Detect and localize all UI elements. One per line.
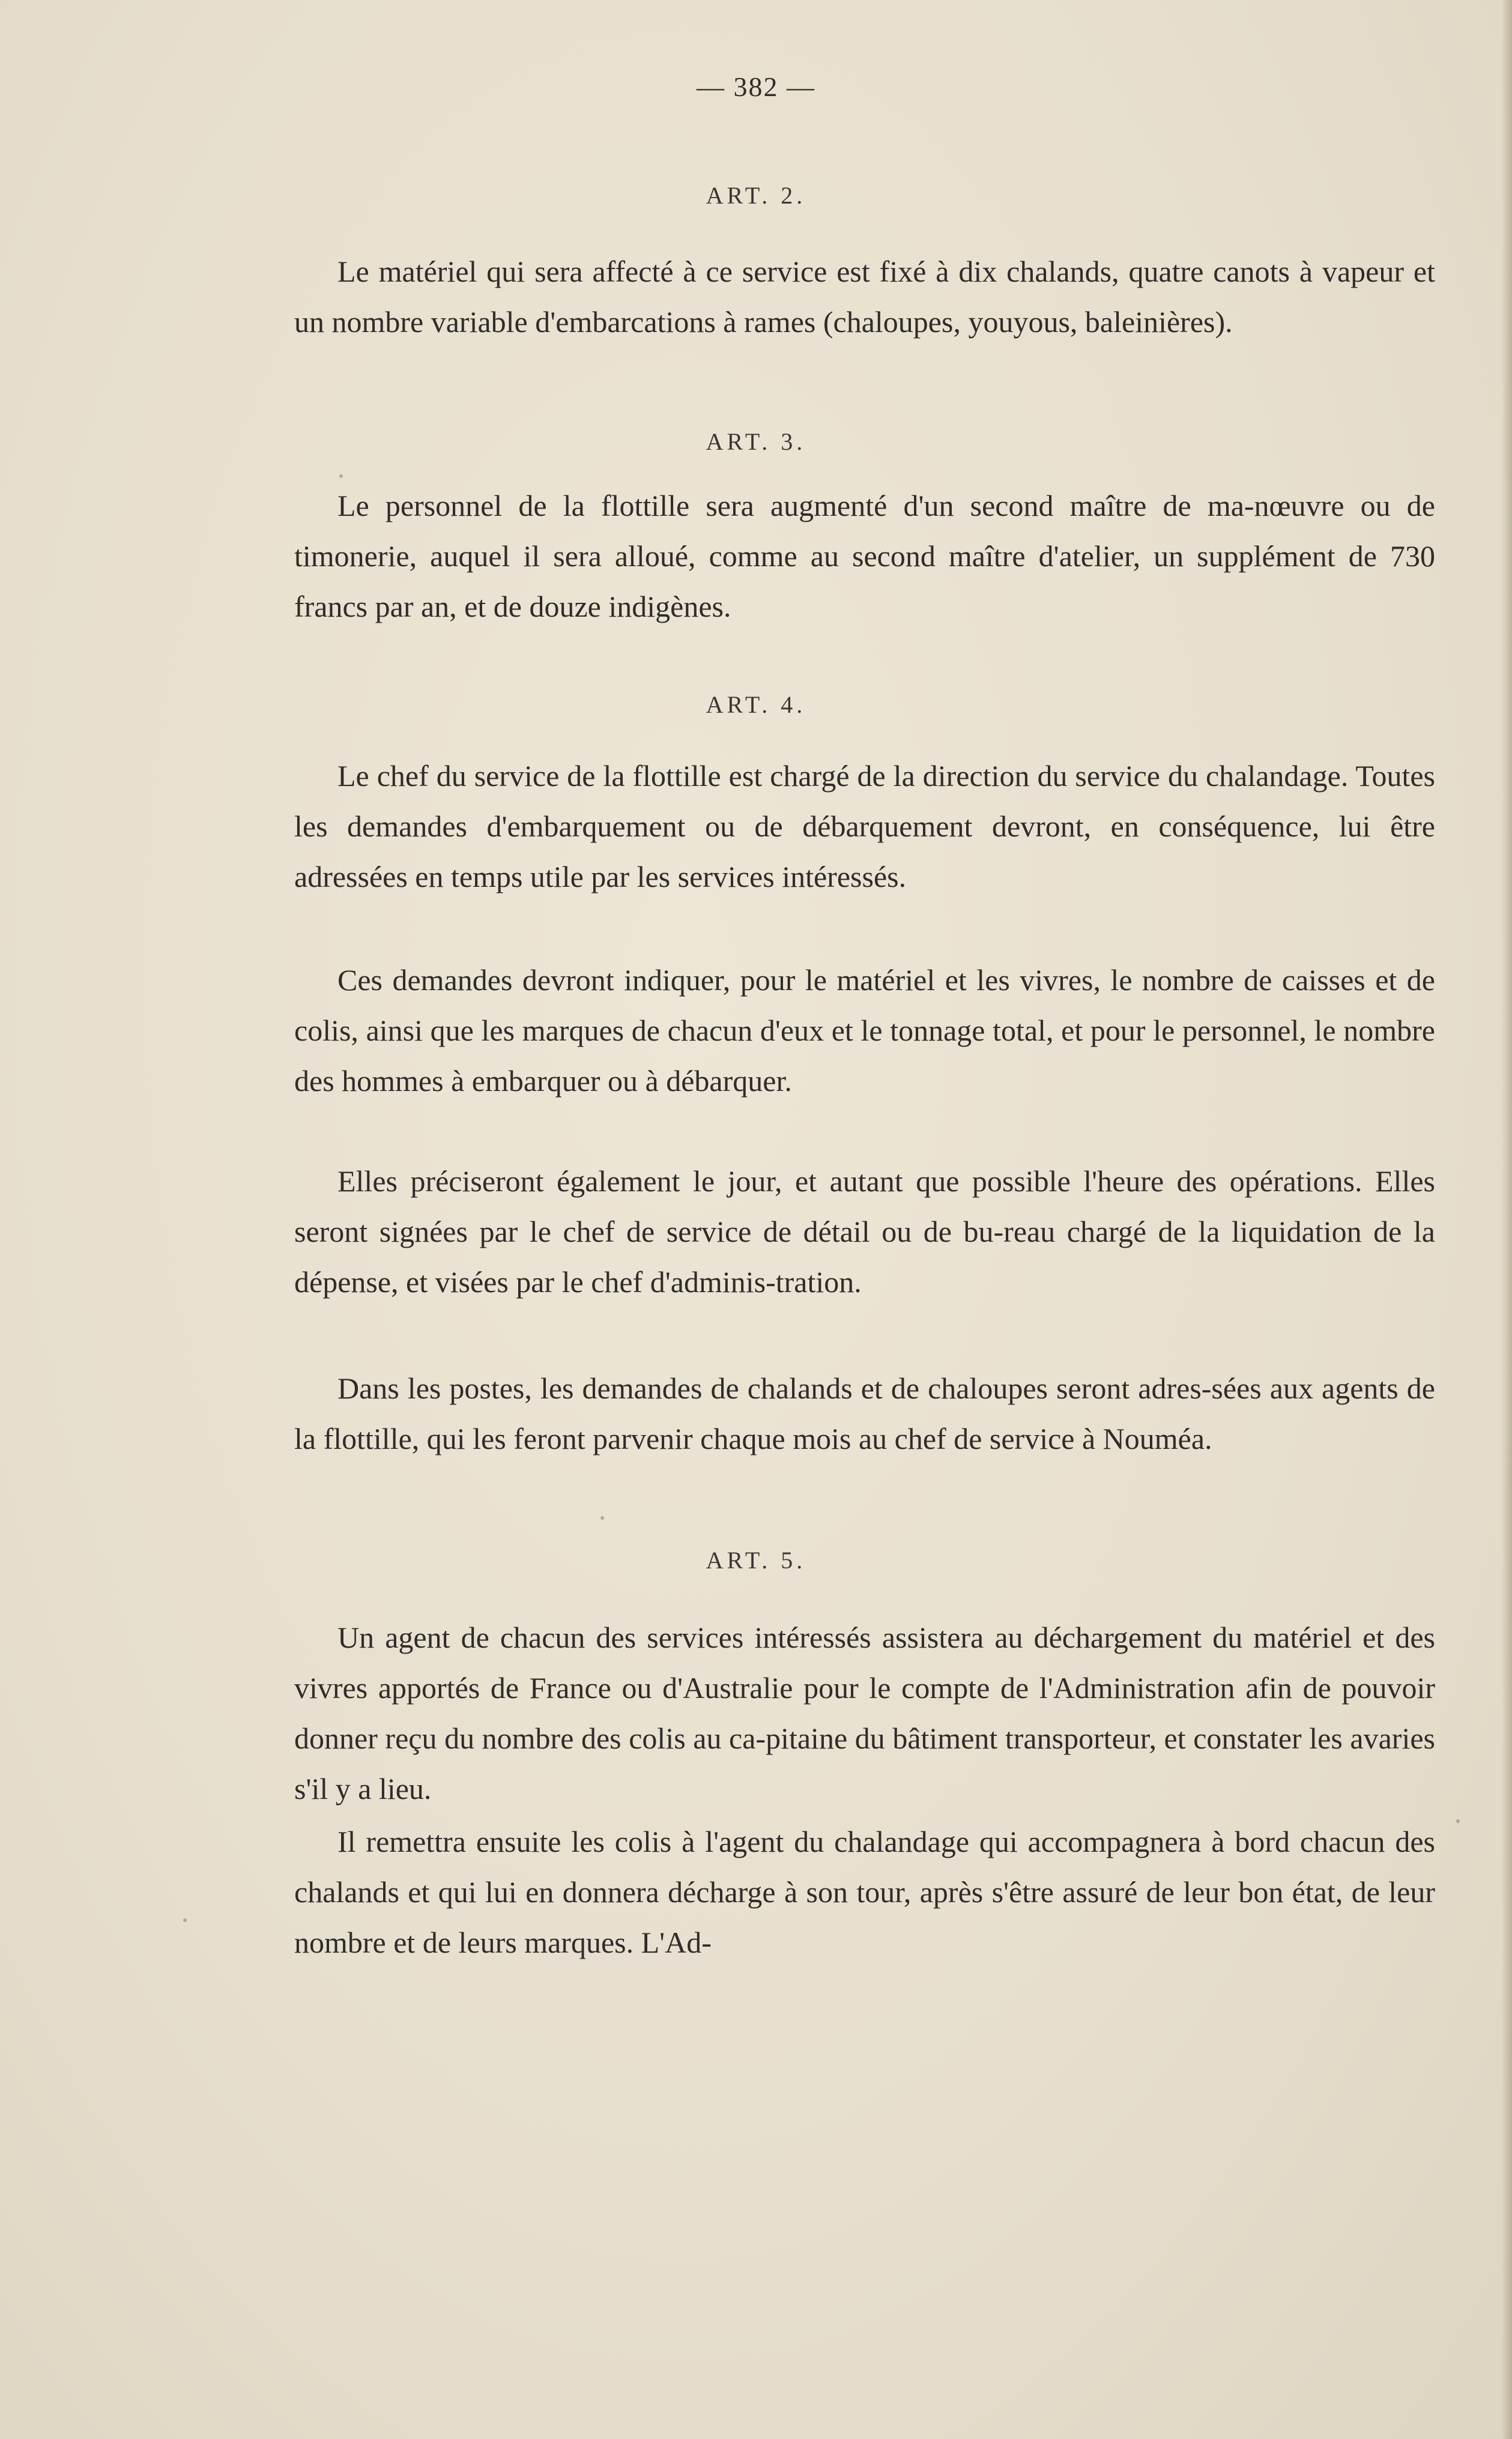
article-heading-4: ART. 4. [706, 691, 806, 718]
paper-speck [1456, 1819, 1460, 1823]
article-5-paragraph-2: Il remettra ensuite les colis à l'agent du chalandage qui accompagnera à bord chacun des chalands et qui lui en donnera décharge à son tour, après s'être assuré de leur bon état, de leur nombre et de leurs marques. L'Ad- [294, 1825, 1435, 1959]
paper-speck [339, 474, 343, 478]
article-5-paragraph-1: Un agent de chacun des services intéressés assistera au déchargement du matériel et des vivres apportés de France ou d'Australie pour le compte de l'Administration afin de pouvoir donner reçu du nombre des colis au ca-pitaine du bâtiment transporteur, et constater les avaries s'il y a lieu. [294, 1621, 1435, 1806]
article-4-paragraph-4: Dans les postes, les demandes de chalands et de chaloupes seront adres-sées aux agents de la flottille, qui les feront parvenir chaque mois au chef de service à Nouméa. [294, 1371, 1435, 1455]
article-4-paragraph-2: Ces demandes devront indiquer, pour le matériel et les vivres, le nombre de caisses et de colis, ainsi que les marques de chacun d'eux et le tonnage total, et pour le personnel, le nombre des hommes à embarquer ou à débarquer. [294, 963, 1435, 1098]
article-heading-3: ART. 3. [706, 428, 806, 455]
paper-speck [600, 1516, 604, 1520]
article-3-paragraph-1: Le personnel de la flottille sera augmenté d'un second maître de ma-nœuvre ou de timonerie, auquel il sera alloué, comme au second maître d'atelier, un supplément de 730 francs par an, et de douze indigènes. [294, 489, 1435, 623]
article-4-paragraph-3: Elles préciseront également le jour, et autant que possible l'heure des opérations. Elles seront signées par le chef de service de détail ou de bu-reau chargé de la liquidation de la dépense, et visées par le chef d'adminis-tration. [294, 1164, 1435, 1299]
article-4-paragraph-1: Le chef du service de la flottille est chargé de la direction du service du chalandage. Toutes les demandes d'embarquement ou de débarquement devront, en conséquence, lui être adressées en temps utile par les services intéressés. [294, 759, 1435, 893]
article-heading-5: ART. 5. [706, 1547, 806, 1574]
article-heading-2: ART. 2. [706, 182, 806, 209]
article-2-paragraph-1: Le matériel qui sera affecté à ce service est fixé à dix chalands, quatre canots à vapeur et un nombre variable d'embarcations à rames (chaloupes, youyous, baleinières). [294, 255, 1435, 339]
page-edge-shadow [1501, 0, 1512, 2439]
paper-speck [183, 1918, 187, 1922]
page-number: — 382 — [697, 71, 815, 102]
